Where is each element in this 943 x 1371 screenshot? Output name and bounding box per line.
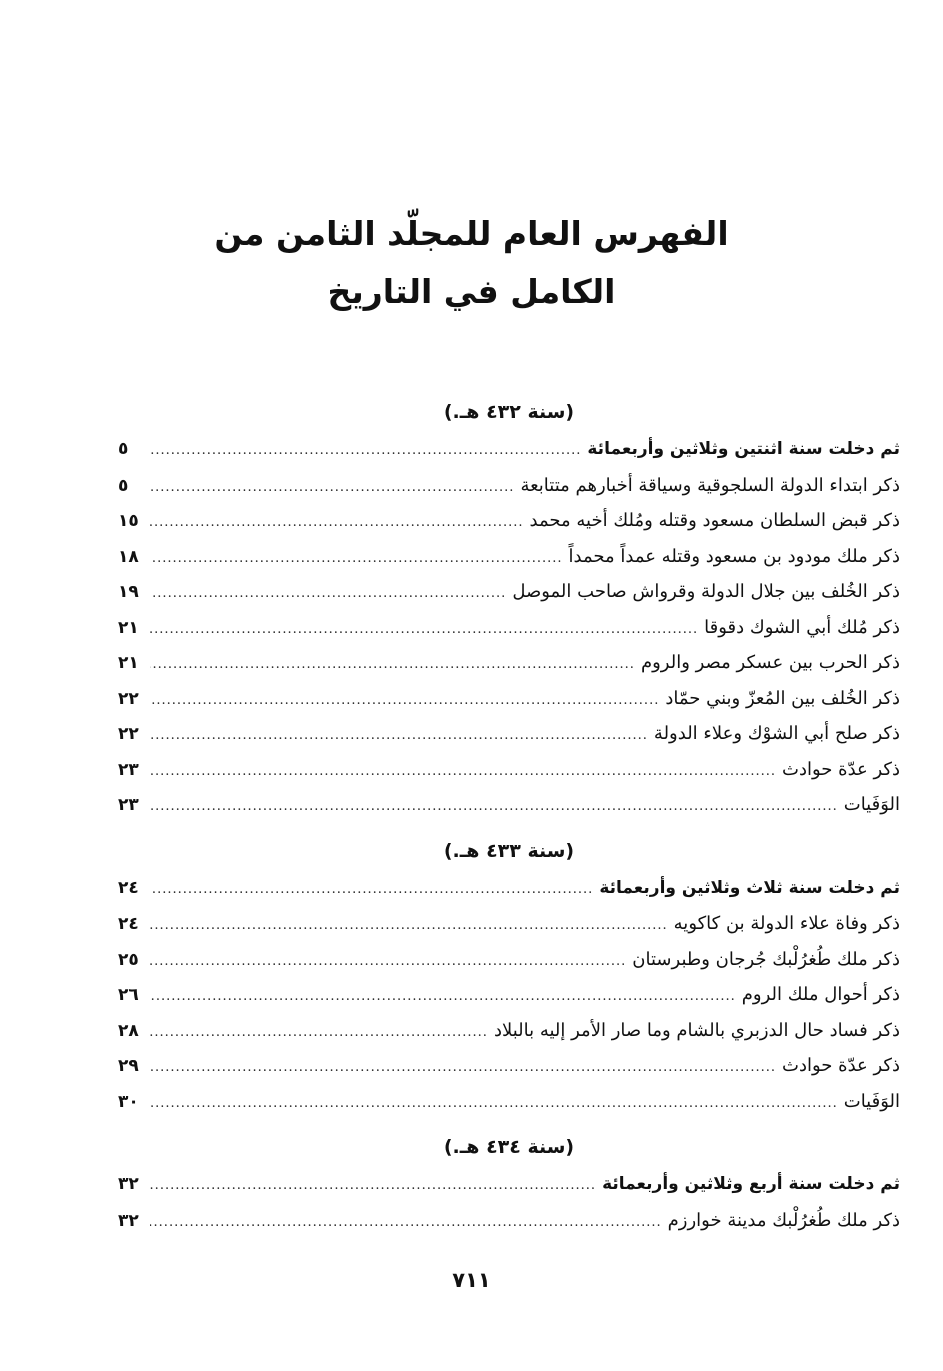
entry-page: ٢٢ bbox=[118, 724, 139, 744]
entry-page: ٣٢ bbox=[118, 1210, 139, 1231]
leader-dots bbox=[150, 1205, 662, 1241]
entry-label: ذكر أحوال ملك الروم bbox=[741, 984, 900, 1005]
toc-entry[interactable] bbox=[118, 1013, 900, 1049]
leader-dots bbox=[150, 979, 736, 1015]
title-line-1: الفهرس العام للمجلّد الثامن من bbox=[214, 214, 729, 253]
toc-entry[interactable] bbox=[118, 468, 900, 504]
year-heading-434: (سنة ٤٣٤ هـ.) bbox=[443, 1136, 575, 1158]
leader-dots bbox=[150, 1050, 776, 1086]
leader-dots bbox=[150, 541, 563, 577]
entry-page: ٥ bbox=[118, 439, 129, 459]
entry-label: الوَفَيات bbox=[843, 1090, 900, 1112]
entry-label: ثم دخلت سنة أربع وثلاثين وأربعمائة bbox=[602, 1174, 900, 1194]
entry-page: ٢٥ bbox=[118, 949, 139, 970]
toc-entry[interactable] bbox=[118, 977, 900, 1013]
toc-entry[interactable] bbox=[118, 787, 900, 823]
entry-label: ذكر مُلك أبي الشوك دقوقا bbox=[704, 616, 900, 638]
page-number: ٧١١ bbox=[452, 1268, 491, 1292]
leader-dots bbox=[150, 872, 593, 908]
leader-dots bbox=[150, 908, 668, 944]
entry-page: ٢٩ bbox=[118, 1056, 139, 1076]
leader-dots bbox=[150, 1086, 838, 1122]
entry-label: ذكر فساد حال الدزبري بالشام وما صار الأمر إليه بالبلاد bbox=[493, 1019, 900, 1041]
entry-page: ٢٣ bbox=[118, 759, 139, 780]
toc-entry[interactable] bbox=[118, 906, 900, 942]
toc-entry[interactable] bbox=[118, 1084, 900, 1120]
entry-page: ٢٣ bbox=[118, 795, 139, 815]
leader-dots bbox=[150, 718, 648, 754]
leader-dots bbox=[150, 576, 506, 612]
toc-entry[interactable] bbox=[118, 1167, 900, 1203]
entry-page: ٥ bbox=[118, 475, 129, 496]
toc-entry[interactable] bbox=[118, 1048, 900, 1084]
entry-label: ذكر ملك طُغرُلْبك مدينة خوارزم bbox=[667, 1209, 900, 1231]
entry-page: ٢٦ bbox=[118, 985, 139, 1005]
leader-dots bbox=[150, 647, 635, 683]
title-line-2: الكامل في التاريخ bbox=[327, 272, 616, 311]
toc-entry[interactable] bbox=[118, 432, 900, 468]
toc-entry[interactable] bbox=[118, 716, 900, 752]
year-heading-433: (سنة ٤٣٣ هـ.) bbox=[443, 839, 575, 862]
entry-label: ذكر عدّة حوادث bbox=[782, 1055, 900, 1076]
entry-label: ذكر الخُلف بين جلال الدولة وقرواش صاحب الموصل bbox=[512, 581, 900, 602]
entry-label: ذكر الخُلف بين المُعزّ وبني حمّاد bbox=[665, 687, 900, 709]
leader-dots bbox=[150, 944, 626, 980]
entry-page: ٢١ bbox=[118, 617, 139, 638]
entry-label: ذكر الحرب بين عسكر مصر والروم bbox=[640, 652, 900, 673]
leader-dots bbox=[150, 754, 776, 790]
entry-page: ٢١ bbox=[118, 653, 139, 673]
leader-dots bbox=[150, 1015, 488, 1051]
toc-entry[interactable] bbox=[118, 942, 900, 978]
leader-dots bbox=[150, 612, 698, 648]
entry-label: ذكر عدّة حوادث bbox=[782, 758, 900, 780]
entry-label: ذكر صلح أبي الشوْك وعلاء الدولة bbox=[653, 723, 900, 744]
entry-page: ١٨ bbox=[118, 546, 139, 567]
entry-page: ٣٠ bbox=[118, 1091, 139, 1112]
leader-dots bbox=[150, 433, 581, 469]
leader-dots bbox=[150, 683, 659, 719]
table-of-contents bbox=[118, 392, 900, 1238]
entry-label: ثم دخلت سنة اثنتين وثلاثين وأربعمائة bbox=[587, 439, 900, 459]
entry-page: ٢٤ bbox=[118, 877, 139, 898]
entry-label: ذكر ملك مودود بن مسعود وقتله عمداً محمداً bbox=[568, 545, 900, 567]
leader-dots bbox=[150, 470, 514, 506]
toc-entry[interactable] bbox=[118, 503, 900, 539]
entry-label: ذكر قبض السلطان مسعود وقتله ومُلك أخيه محمد bbox=[529, 510, 900, 531]
entry-label: ذكر وفاة علاء الدولة بن كاكويه bbox=[673, 913, 900, 934]
entry-label: الوَفَيات bbox=[843, 794, 900, 815]
entry-label: ذكر ابتداء الدولة السلجوقية وسياقة أخبارهم متتابعة bbox=[520, 474, 900, 496]
toc-entry[interactable] bbox=[118, 610, 900, 646]
entry-page: ٢٨ bbox=[118, 1020, 139, 1041]
entry-page: ٢٢ bbox=[118, 688, 139, 709]
toc-entry[interactable] bbox=[118, 539, 900, 575]
leader-dots bbox=[150, 789, 838, 825]
index-title bbox=[0, 205, 943, 321]
toc-entry[interactable] bbox=[118, 645, 900, 681]
year-heading-432: (سنة ٤٣٢ هـ.) bbox=[443, 401, 575, 423]
entry-page: ١٩ bbox=[118, 582, 139, 602]
toc-entry[interactable] bbox=[118, 574, 900, 610]
leader-dots bbox=[150, 1168, 596, 1204]
entry-label: ذكر ملك طُغرُلْبك جُرجان وطبرستان bbox=[632, 948, 900, 970]
toc-entry[interactable] bbox=[118, 871, 900, 907]
entry-page: ١٥ bbox=[118, 511, 139, 531]
toc-entry[interactable] bbox=[118, 1203, 900, 1239]
leader-dots bbox=[150, 505, 524, 541]
entry-page: ٣٢ bbox=[118, 1174, 139, 1194]
toc-entry[interactable] bbox=[118, 752, 900, 788]
entry-page: ٢٤ bbox=[118, 914, 139, 934]
entry-label: ثم دخلت سنة ثلاث وثلاثين وأربعمائة bbox=[599, 877, 900, 898]
toc-entry[interactable] bbox=[118, 681, 900, 717]
